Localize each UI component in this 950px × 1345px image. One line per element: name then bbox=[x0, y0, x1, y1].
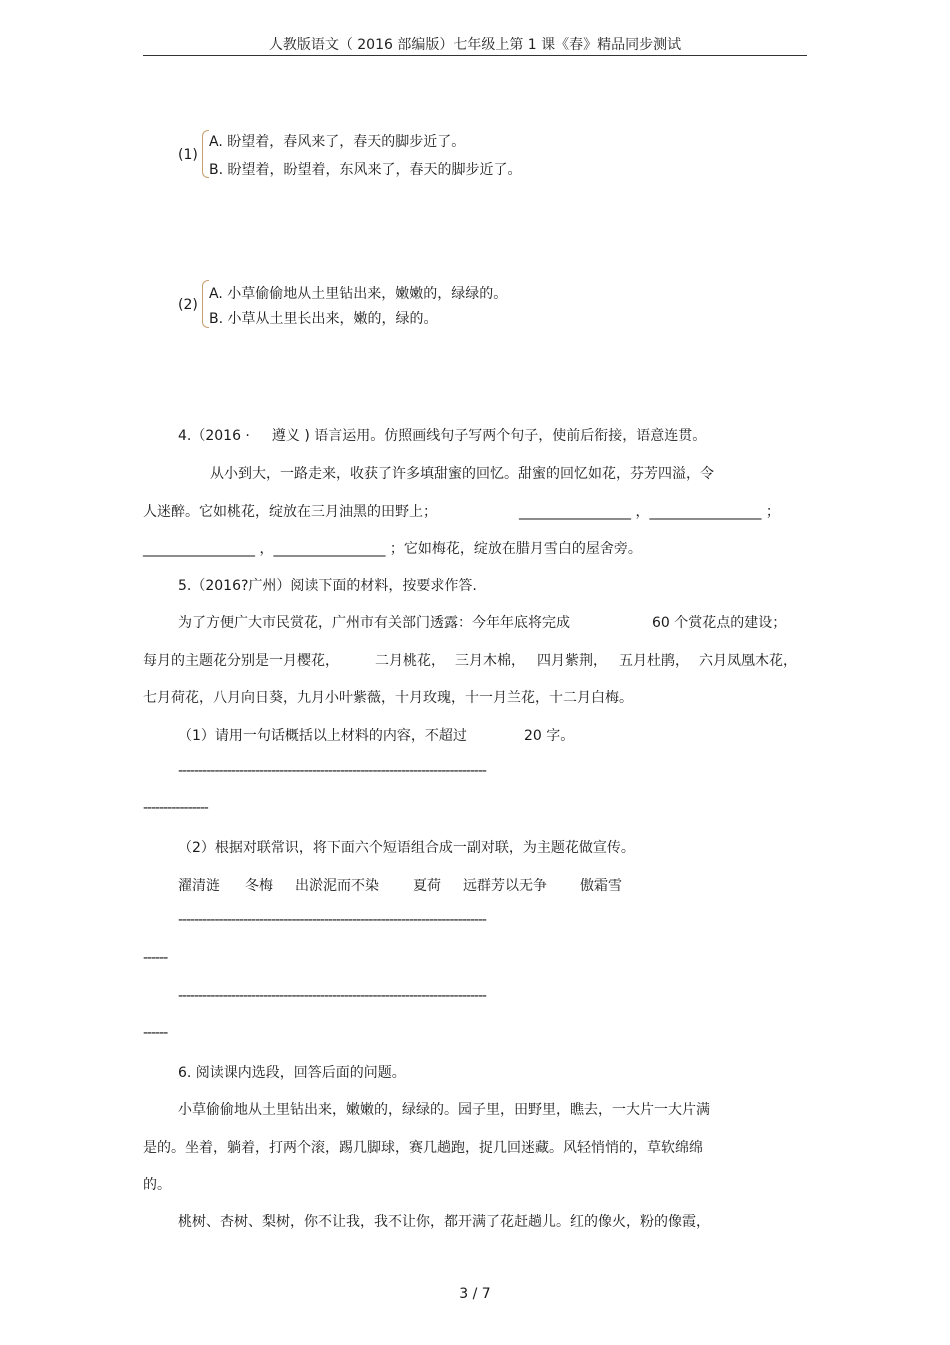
q4-title-prefix: 4.（2016 · bbox=[178, 428, 250, 444]
q3-item1-brace bbox=[202, 130, 209, 178]
q3-item1-option-b: B. 盼望着，盼望着，东风来了，春天的脚步近了。 bbox=[209, 162, 522, 178]
q5-sub2-answer-line-1-cont[interactable]: ------ bbox=[143, 950, 168, 966]
q6-title: 6. 阅读课内选段，回答后面的问题。 bbox=[178, 1065, 406, 1081]
q4-line3-blanks[interactable]: ________________ ，________________ ； bbox=[143, 541, 404, 557]
q5-para2-seg1: 每月的主题花分别是一月樱花， bbox=[143, 653, 339, 669]
q5-sub2-answer-line-1[interactable]: ---------------------------------------------------------------------------- bbox=[178, 912, 486, 928]
page-header-title: 人教版语文（ 2016 部编版）七年级上第 1 课《春》精品同步测试 bbox=[268, 37, 682, 53]
q4-line1: 从小到大，一路走来，收获了许多填甜蜜的回忆。甜蜜的回忆如花，芬芳四溢，令 bbox=[210, 466, 714, 482]
q4-line3-text: 它如梅花，绽放在腊月雪白的屋舍旁。 bbox=[403, 541, 642, 557]
q4-title-rest: 遵义 ) 语言运用。仿照画线句子写两个句子，使前后衔接，语意连贯。 bbox=[271, 428, 707, 444]
page-number: 3 / 7 bbox=[459, 1286, 491, 1302]
q3-item2-label: (2) bbox=[178, 297, 198, 313]
q3-item2-option-b: B. 小草从土里长出来，嫩的，绿的。 bbox=[209, 311, 438, 327]
q3-item1-label: (1) bbox=[178, 147, 198, 163]
q5-sub1-b: 20 字。 bbox=[524, 728, 575, 744]
q5-sub2: （2）根据对联常识，将下面六个短语组合成一副对联，为主题花做宣传。 bbox=[178, 840, 635, 856]
q6-para1-line2: 是的。坐着，躺着，打两个滚，踢几脚球，赛几趟跑，捉几回迷藏。风轻悄悄的，草软绵绵 bbox=[143, 1140, 703, 1156]
q5-phrase-6: 傲霜雪 bbox=[580, 878, 622, 894]
q5-sub1-a: （1）请用一句话概括以上材料的内容，不超过 bbox=[178, 728, 467, 744]
q4-line2-text: 人迷醉。它如桃花，绽放在三月油黑的田野上； bbox=[143, 504, 437, 520]
q5-para1-a: 为了方便广大市民赏花，广州市有关部门透露：今年年底将完成 bbox=[178, 615, 570, 631]
q6-para2-line1: 桃树、杏树、梨树，你不让我，我不让你，都开满了花赶趟儿。红的像火，粉的像霞， bbox=[178, 1214, 710, 1230]
q4-line2-blanks[interactable]: ________________ ，________________ ； bbox=[519, 504, 780, 520]
q5-para1-b: 60 个赏花点的建设； bbox=[652, 615, 787, 631]
q5-sub2-answer-line-2[interactable]: ---------------------------------------------------------------------------- bbox=[178, 988, 486, 1004]
q5-sub2-answer-line-2-cont[interactable]: ------ bbox=[143, 1025, 168, 1041]
q5-phrase-3: 出淤泥而不染 bbox=[295, 878, 379, 894]
q5-para2-seg4: 四月紫荆， bbox=[537, 653, 607, 669]
q5-sub1-answer-line-cont[interactable]: ---------------- bbox=[143, 800, 208, 816]
q5-phrase-4: 夏荷 bbox=[413, 878, 441, 894]
q5-para2-seg6: 六月凤凰木花， bbox=[699, 653, 797, 669]
header-divider bbox=[143, 55, 807, 56]
q3-item1-option-a: A. 盼望着，春风来了，春天的脚步近了。 bbox=[209, 134, 466, 150]
q5-para2-seg3: 三月木棉， bbox=[455, 653, 525, 669]
q5-sub1-answer-line[interactable]: ---------------------------------------------------------------------------- bbox=[178, 763, 486, 779]
q4-line3 bbox=[143, 538, 642, 558]
q6-para1-line3: 的。 bbox=[143, 1177, 171, 1193]
q4-title bbox=[178, 425, 706, 445]
q6-para1-line1: 小草偷偷地从土里钻出来，嫩嫩的，绿绿的。园子里，田野里，瞧去，一大片一大片满 bbox=[178, 1102, 710, 1118]
q3-item2-option-a: A. 小草偷偷地从土里钻出来，嫩嫩的，绿绿的。 bbox=[209, 286, 508, 302]
q5-para2-seg2: 二月桃花， bbox=[375, 653, 445, 669]
q5-para2-seg5: 五月杜鹃， bbox=[619, 653, 689, 669]
q5-phrase-2: 冬梅 bbox=[245, 878, 273, 894]
q5-phrase-5: 远群芳以无争 bbox=[463, 878, 547, 894]
q5-phrase-1: 濯清涟 bbox=[178, 878, 220, 894]
q3-item2-brace bbox=[202, 280, 209, 328]
q5-title: 5.（2016?广州）阅读下面的材料，按要求作答. bbox=[178, 578, 477, 594]
q5-para3: 七月荷花，八月向日葵，九月小叶紫薇，十月玫瑰，十一月兰花，十二月白梅。 bbox=[143, 690, 633, 706]
